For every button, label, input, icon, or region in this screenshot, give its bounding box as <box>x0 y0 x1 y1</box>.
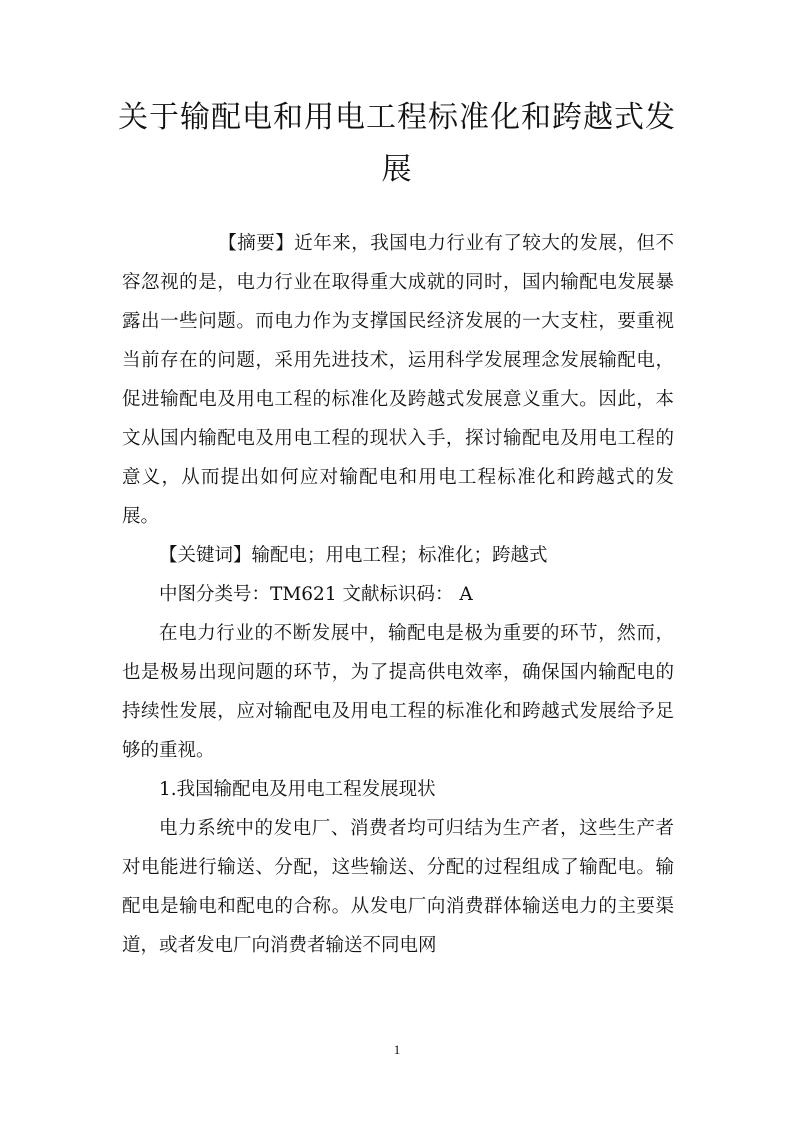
title-line-2: 展 <box>381 152 413 187</box>
document-body <box>122 224 674 965</box>
keywords-label: 【关键词】 <box>159 545 252 566</box>
abstract-text: 近年来，我国电力行业有了较大的发展，但不容忽视的是，电力行业在取得重大成就的同时，国内输配电发展暴露出一些问题。而电力作为支撑国民经济发展的一大支柱，要重视当前存在的问题，采用先进技术，运用科学发展理念发展输配电，促进输配电及用电工程的标准化及跨越式发展意义重大。因此，本文从国内输配电及用电工程的现状入手，探讨输配电及用电工程的意义，从而提出如何应对输配电和用电工程标准化和跨越式的发展。 <box>122 233 674 527</box>
classification-line: 中图分类号：TM621 文献标识码： A <box>159 584 473 605</box>
keywords-paragraph <box>122 536 674 575</box>
keywords-text: 输配电；用电工程；标准化；跨越式 <box>251 545 548 566</box>
section-paragraph-1: 电力系统中的发电厂、消费者均可归结为生产者，这些生产者对电能进行输送、分配，这些输送、分配的过程组成了输配电。输配电是输电和配电的合称。从发电厂向消费群体输送电力的主要渠道，或者发电厂向消费者输送不同电网 <box>122 818 674 956</box>
document-title <box>118 92 676 196</box>
abstract-paragraph <box>122 224 674 536</box>
abstract-label: 【摘要】 <box>218 233 295 254</box>
title-line-1: 关于输配电和用电工程标准化和跨越式发 <box>118 100 676 135</box>
page-number: 1 <box>393 1042 401 1057</box>
section-heading-1: 1.我国输配电及用电工程发展现状 <box>159 779 436 800</box>
intro-paragraph: 在电力行业的不断发展中，输配电是极为重要的环节，然而，也是极易出现问题的环节，为了提高供电效率，确保国内输配电的持续性发展，应对输配电及用电工程的标准化和跨越式发展给予足够的重视。 <box>122 623 674 761</box>
